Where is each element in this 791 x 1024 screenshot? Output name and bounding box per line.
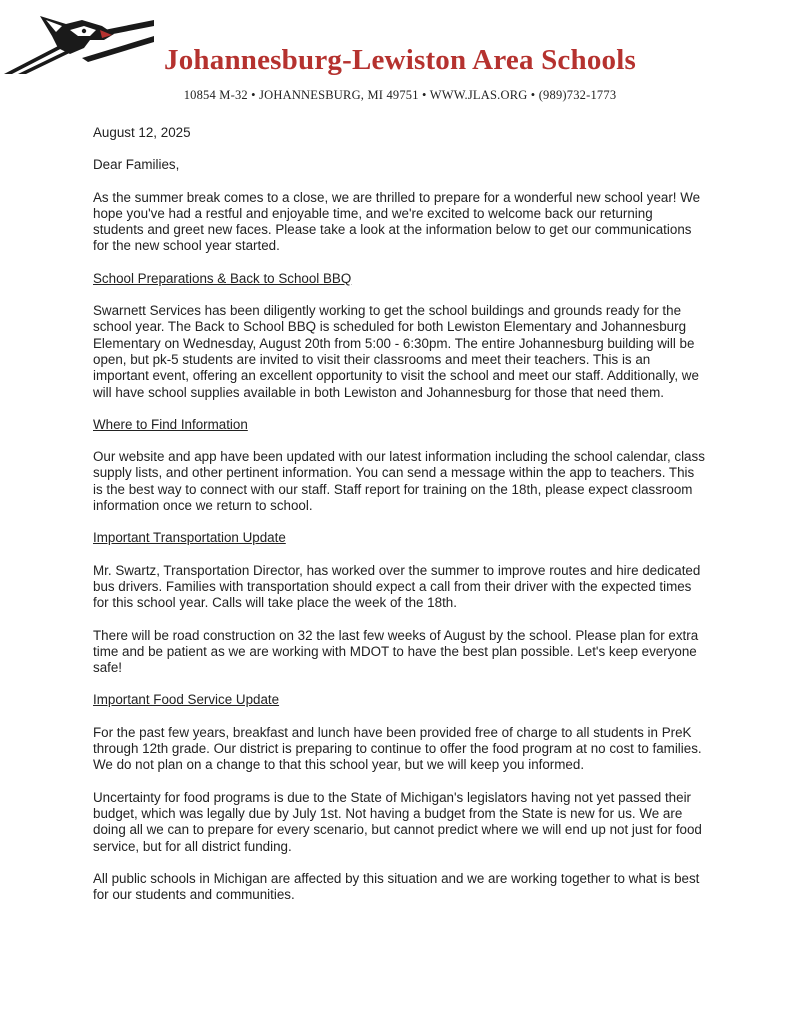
section-body-food-service-1: For the past few years, breakfast and lunch have been provided free of charge to all students in PreK through 12th grade. Our district is preparing to continue to offer the food program at no cost to families. We do not plan on a change to that this school year, but we will keep you informed. (93, 724, 702, 773)
letter-body (93, 125, 705, 919)
section-body-information: Our website and app have been updated with our latest information including the school calendar, class supply lists, and other pertinent information. You can send a message within the app to teachers. This is the best way to connect with our staff. Staff report for training on the 18th, please expect classroom information once we return to school. (93, 449, 705, 514)
section-body-bbq: Swarnett Services has been diligently working to get the school buildings and grounds ready for the school year. The Back to School BBQ is scheduled for both Lewiston Elementary and Johannesburg Elementary on Wednesday, August 20th from 5:00 - 6:30pm. The entire Johannesburg building will be open, but pk-5 students are invited to visit their classrooms and meet their teachers. This is an important event, offering an excellent opportunity to visit the school and meet our staff. Additionally, we will have school supplies available in both Lewiston and Johannesburg for those that need them. (93, 303, 699, 400)
section-heading-information: Where to Find Information (93, 416, 248, 432)
section-body-transportation-1: Mr. Swartz, Transportation Director, has worked over the summer to improve routes and hire dedicated bus drivers. Families with transportation should expect a call from their driver with the expected times for this school year. Calls will take place the week of the 18th. (93, 562, 701, 611)
section-body-transportation-2: There will be road construction on 32 the last few weeks of August by the school. Please plan for extra time and be patient as we are working with MDOT to have the best plan possible. Let's keep everyone safe! (93, 627, 699, 676)
section-heading-transportation: Important Transportation Update (93, 530, 286, 546)
section-body-food-service-2: Uncertainty for food programs is due to the State of Michigan's legislators having not yet passed their budget, which was legally due by July 1st. Not having a budget from the State is new for us. We are doing all we can to prepare for every scenario, but cannot predict where we will end up not just for food service, but for all district funding. (93, 789, 702, 854)
school-name: Johannesburg-Lewiston Area Schools (164, 44, 636, 76)
letter-date: August 12, 2025 (93, 125, 191, 140)
cardinal-logo-icon (4, 14, 154, 76)
section-heading-food-service: Important Food Service Update (93, 692, 280, 708)
letter-intro: As the summer break comes to a close, we are thrilled to prepare for a wonderful new school year! We hope you've had a restful and enjoyable time, and we're excited to welcome back our returning students and greet new faces. Please take a look at the information below to get our communications for the new school year started. (93, 189, 701, 254)
section-body-food-service-3: All public schools in Michigan are affected by this situation and we are working together to what is best for our students and communities. (93, 870, 700, 903)
letter-salutation: Dear Families, (93, 157, 180, 173)
school-address: 10854 M-32 • JOHANNESBURG, MI 49751 • WWW.JLAS.ORG • (989)732-1773 (183, 88, 617, 102)
section-heading-bbq: School Preparations & Back to School BBQ (93, 270, 352, 286)
